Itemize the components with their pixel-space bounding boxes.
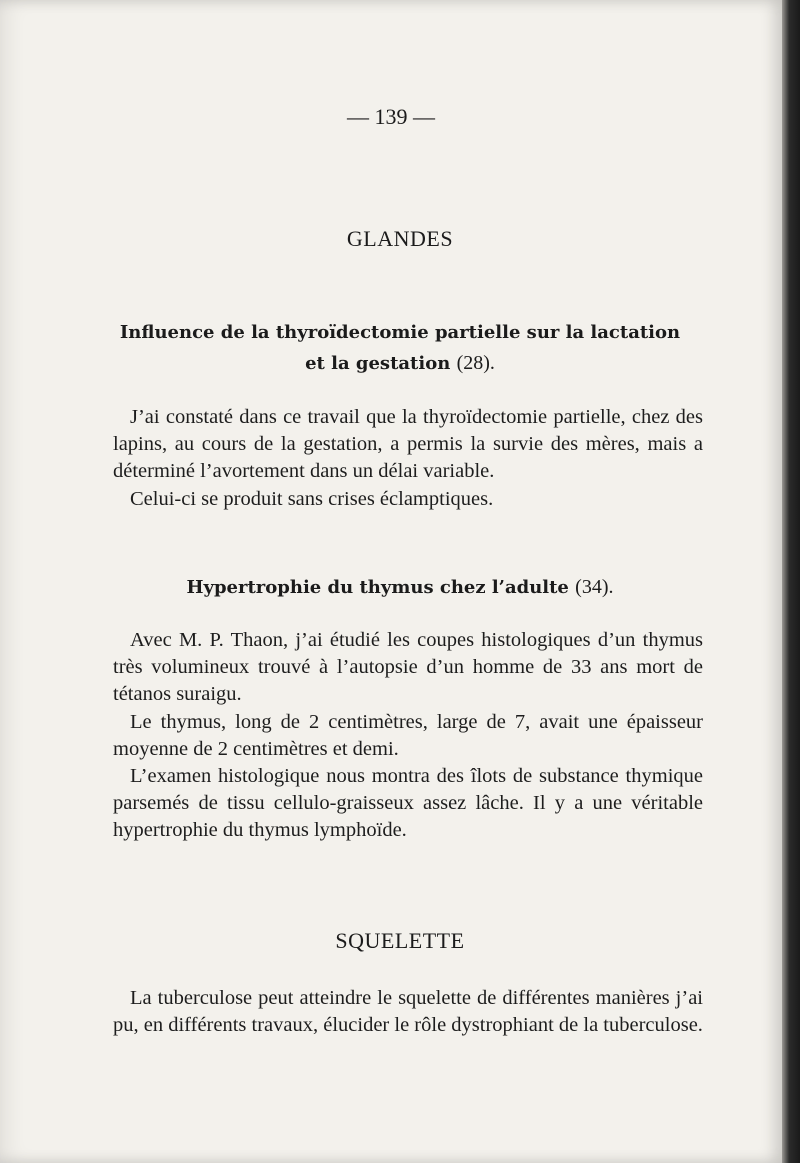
reference-number: (34). [575,576,614,598]
page-number: — 139 — [347,104,435,129]
paragraph: La tuberculose peut atteindre le squelette de différentes manières j’ai pu, en différents travaux, élucider le rôle dystrophiant de la tuberculose. [113,987,703,1037]
paragraph: J’ai constaté dans ce travail que la thyroïdectomie partielle, chez des lapins, au cours de la gestation, a permis la survie des mères, mais a déterminé l’avortement dans un délai variable. [113,406,703,483]
reference-number: (28). [456,352,495,374]
paragraph: L’examen histologique nous montra des îlots de substance thymique parsemés de tissu cellulo-graisseux assez lâche. Il y a une véritable hypertrophie du thymus lymphoïde. [113,765,703,842]
subheading-thyroidectomie [0,318,800,379]
subheading-text: Hypertrophie du thymus chez l’adulte [186,577,569,598]
paragraph: Le thymus, long de 2 centimètres, large de 7, avait une épaisseur moyenne de 2 centimètres et demi. [113,710,703,760]
subheading-thymus [0,572,800,603]
section2-body [113,627,703,845]
section1-body [113,404,703,513]
subheading-line-1: Influence de la thyroïdectomie partielle sur la lactation [119,322,681,343]
section-heading-glandes: GLANDES [346,226,454,251]
subheading-line-2 [0,348,800,379]
paragraph: Avec M. P. Thaon, j’ai étudié les coupes histologiques d’un thymus très volumineux trouvé à l’autopsie d’un homme de 33 ans mort de tétanos suraigu. [113,629,703,706]
paragraph: Celui-ci se produit sans crises éclamptiques. [130,487,494,510]
subheading-text: et la gestation [305,353,451,374]
book-edge-shadow [782,0,800,1163]
section-heading-squelette: SQUELETTE [335,928,465,953]
section3-body [113,985,703,1039]
